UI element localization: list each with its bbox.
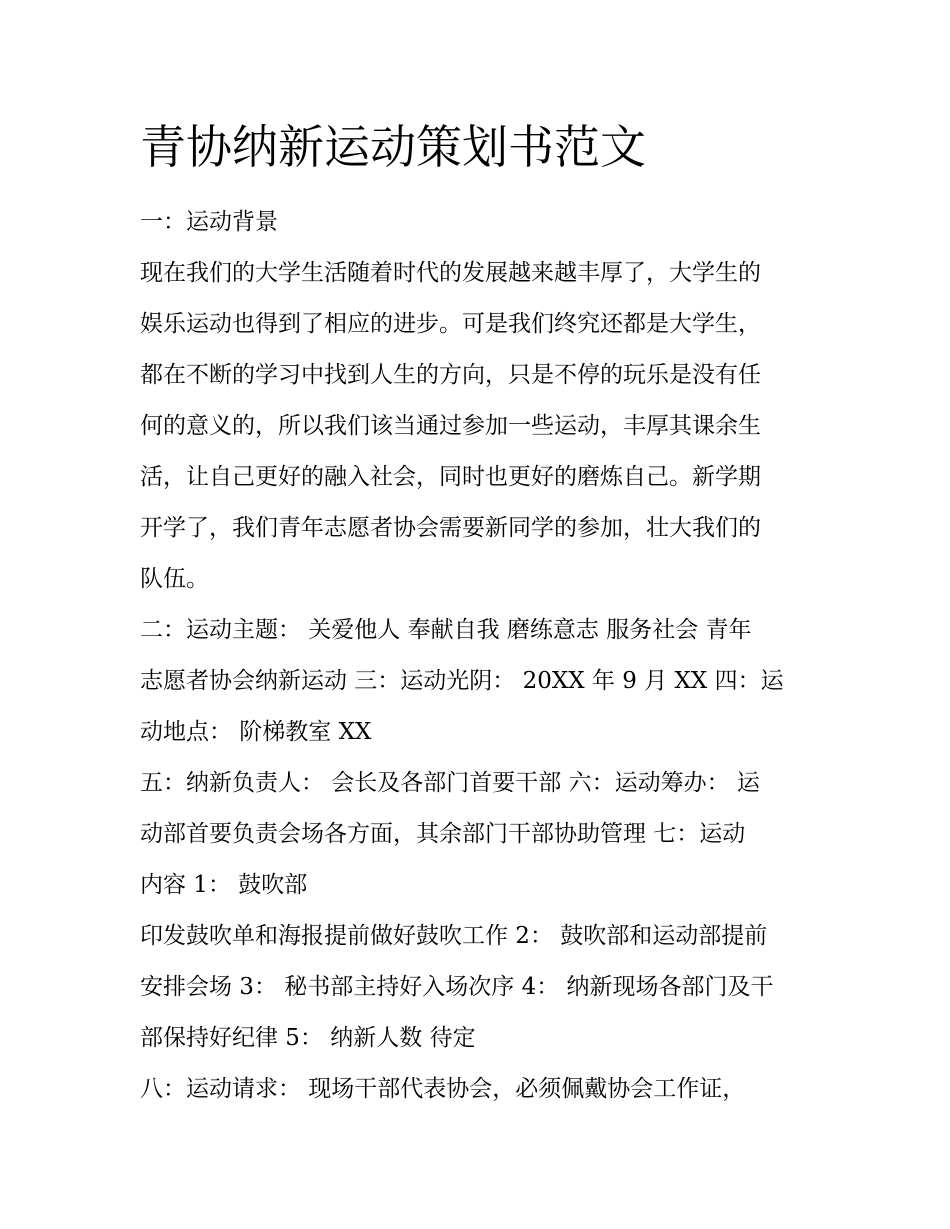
paragraph-line: 何的意义的，所以我们该当通过参加一些运动，丰厚其课余生 <box>140 413 761 439</box>
section-leader-line: 五：纳新负责人： 会长及各部门首要干部 六：运动筹办： 运 <box>140 770 760 796</box>
paragraph-line: 活，让自己更好的融入社会，同时也更好的磨炼自己。新学期 <box>140 464 761 490</box>
paragraph-line: 娱乐运动也得到了相应的进步。可是我们终究还都是大学生， <box>140 311 761 337</box>
section-requirements-line: 八：运动请求： 现场干部代表协会，必须佩戴协会工作证， <box>140 1076 746 1102</box>
content-list-line: 部保持好纪律 5： 纳新人数 待定 <box>140 1025 476 1051</box>
content-list-line: 安排会场 3： 秘书部主持好入场次序 4： 纳新现场各部门及干 <box>140 974 774 1000</box>
paragraph-line: 现在我们的大学生活随着时代的发展越来越丰厚了，大学生的 <box>140 260 761 286</box>
section-heading-background: 一：运动背景 <box>140 209 278 235</box>
content-list-line: 印发鼓吹单和海报提前做好鼓吹工作 2： 鼓吹部和运动部提前 <box>140 923 768 949</box>
document-body <box>140 197 820 1115</box>
section-organize-line: 动部首要负责会场各方面，其余部门干部协助管理 七：运动 <box>140 821 746 847</box>
section-location-line: 动地点： 阶梯教室 XX <box>140 719 372 745</box>
document-title: 青协纳新运动策划书范文 <box>140 120 646 174</box>
section-time-line: 志愿者协会纳新运动 三：运动光阴： 20XX 年 9 月 XX 四：运 <box>140 668 784 694</box>
section-content-line: 内容 1： 鼓吹部 <box>140 872 308 898</box>
paragraph-line: 都在不断的学习中找到人生的方向，只是不停的玩乐是没有任 <box>140 362 761 388</box>
section-theme-line: 二：运动主题： 关爱他人 奉献自我 磨练意志 服务社会 青年 <box>140 617 752 643</box>
paragraph-line: 队伍。 <box>140 566 209 592</box>
paragraph-line: 开学了，我们青年志愿者协会需要新同学的参加，壮大我们的 <box>140 515 761 541</box>
